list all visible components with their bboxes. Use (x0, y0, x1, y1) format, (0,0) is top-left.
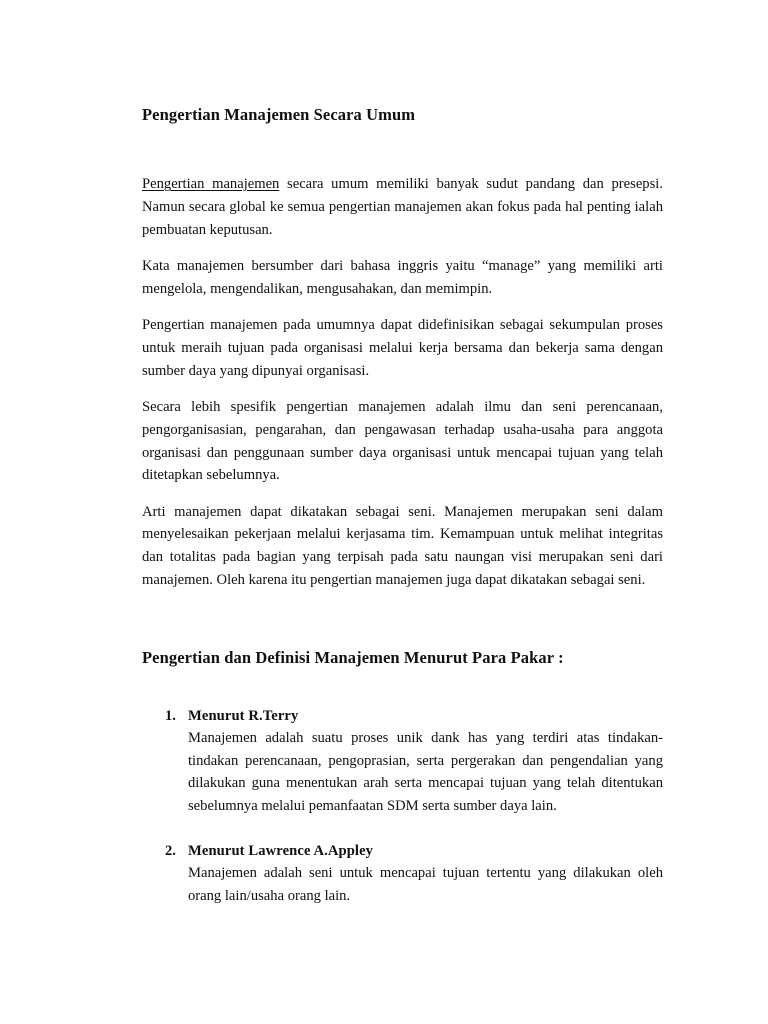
expert-definition: Manajemen adalah seni untuk mencapai tujuan tertentu yang dilakukan oleh orang lain/usaha orang lain. (188, 865, 663, 904)
paragraph-etymology: Kata manajemen bersumber dari bahasa inggris yaitu “manage” yang memiliki arti mengelola, mengendalikan, mengusahakan, dan memimpin. (142, 258, 663, 297)
heading-spacer (142, 125, 663, 173)
paragraph-management-as-art: Arti manajemen dapat dikatakan sebagai seni. Manajemen merupakan seni dalam menyelesaikan pekerjaan melalui kerjasama tim. Kemampuan untuk melihat integritas dan totalitas pada bagian yang terpisah pada satu naungan visi merupakan seni dari manajemen. Oleh karena itu pengertian manajemen juga dapat dikatakan sebagai seni. (142, 503, 663, 588)
paragraph-intro (142, 173, 663, 241)
list-item (142, 840, 663, 908)
section-title-experts: Pengertian dan Definisi Manajemen Menurut Para Pakar : (142, 648, 564, 668)
paragraph-general-definition: Pengertian manajemen pada umumnya dapat didefinisikan sebagai sekumpulan proses untuk meraih tujuan pada organisasi melalui kerja bersama dan bekerja sama dengan sumber daya yang dipunyai organisasi. (142, 317, 663, 379)
paragraph-intro-rest: secara umum memiliki banyak sudut pandang dan presepsi. Namun secara global ke semua pengertian manajemen akan fokus pada hal penting ialah pembuatan keputusan. (142, 176, 663, 238)
list-item (142, 705, 663, 818)
paragraph-specific-definition: Secara lebih spesifik pengertian manajemen adalah ilmu dan seni perencanaan, pengorganisasian, pengarahan, dan pengawasan terhadap usaha-usaha para anggota organisasi dan penggunaan sumber daya organisasi untuk mencapai tujuan yang telah ditetapkan sebelumnya. (142, 399, 663, 484)
underlined-lead-phrase: Pengertian manajemen (142, 176, 280, 193)
document-body (142, 104, 663, 908)
expert-definition: Manajemen adalah suatu proses unik dank has yang terdiri atas tindakan-tindakan perencanaan, pengoprasian, serta pergerakan dan pengendalian yang dilakukan guna menentukan arah serta mencapai tujuan yang telah ditentukan sebelumnya melalui pemanfaatan SDM serta sumber daya lain. (188, 730, 663, 815)
experts-list (142, 705, 663, 908)
expert-name: Menurut R.Terry (188, 707, 299, 724)
page-title: Pengertian Manajemen Secara Umum (142, 105, 416, 124)
experts-section (142, 647, 663, 907)
expert-name: Menurut Lawrence A.Appley (188, 842, 374, 859)
